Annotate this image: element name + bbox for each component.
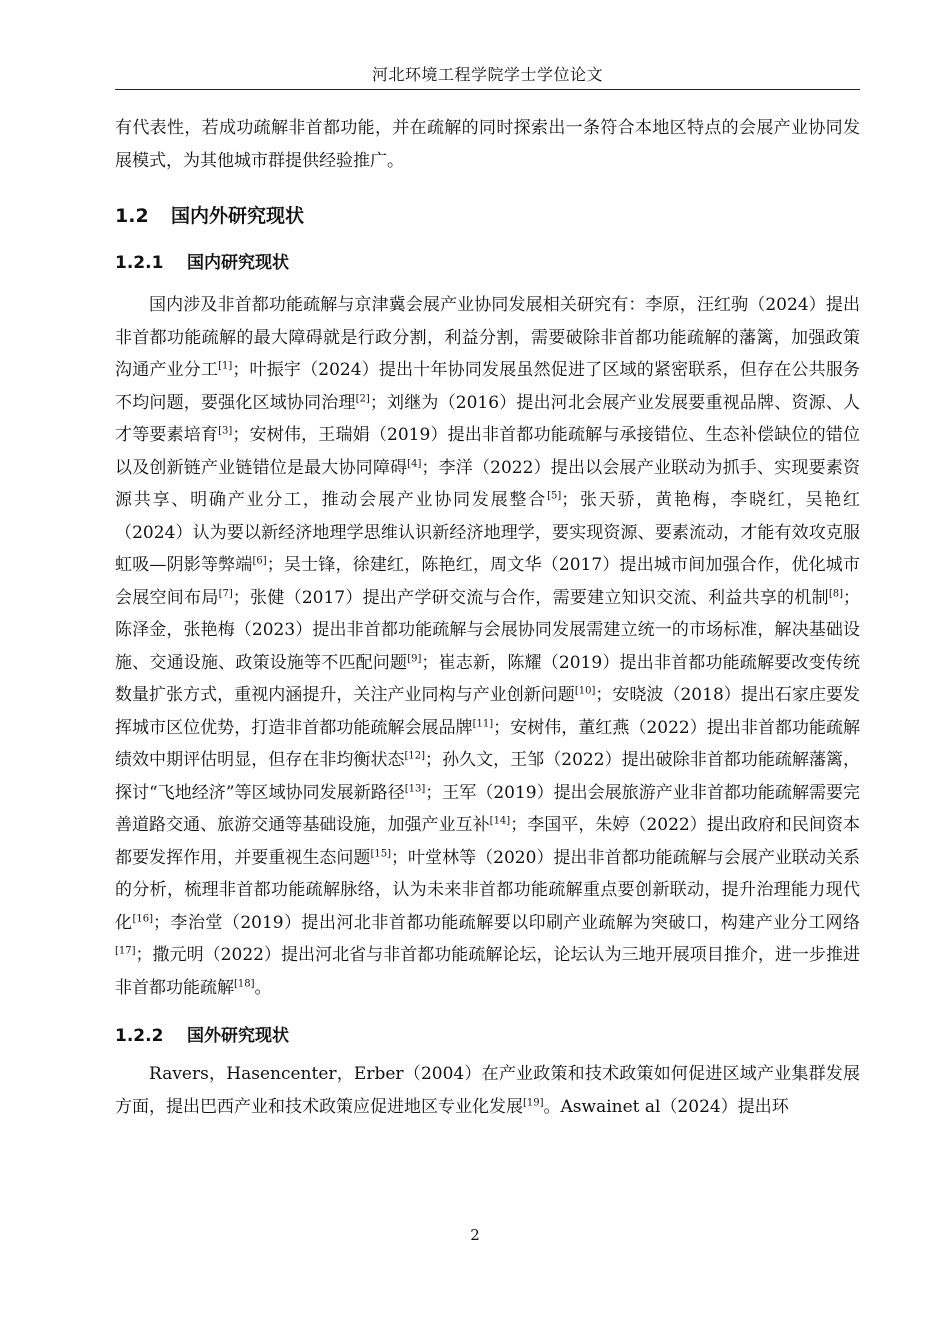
citation: [16]	[132, 912, 153, 924]
citation: [1]	[218, 360, 233, 372]
page-number: 2	[470, 1226, 480, 1244]
sentence: ；叶振宇（2024）提出十年协同发展虽然促进了区域的紧密联系，但存在公共服务不均问题，要强化区域协同治理	[115, 360, 861, 413]
header-rule	[115, 89, 860, 90]
citation: [2]	[355, 392, 370, 404]
section-number: 1.2	[115, 205, 149, 227]
sentence: ；李洋（2022）提出以会展产业联动为抓手、实现要素资源共享、明确产业分工，推动会展产业协同发展整合	[115, 457, 861, 510]
citation: [11]	[472, 717, 494, 729]
sentence: ；孙久文，王邹（2022）提出破除非首都功能疏解藩篱，探讨“飞地经济”等区域协同发展新路径	[115, 750, 861, 803]
subsection-title: 国内研究现状	[187, 253, 289, 273]
citation: [18]	[234, 977, 255, 989]
sentence: ；安晓波（2018）提出石家庄要发挥城市区位优势，打造非首都功能疏解会展品牌	[115, 685, 860, 738]
citation: [8]	[828, 587, 844, 599]
citation: [17]	[115, 945, 136, 957]
section-heading	[115, 201, 860, 231]
page-body	[115, 112, 860, 1123]
domestic-paragraph	[115, 289, 860, 1004]
citation: [13]	[404, 782, 426, 794]
sentence: 国内涉及非首都功能疏解与京津冀会展产业协同发展相关研究有：李原，汪红驹（2024）提出非首都功能疏解的最大障碍就是行政分割，利益分割，需要破除非首都功能疏解的藩篱，加强政策沟通产业分工	[115, 295, 860, 380]
subsection-heading-domestic	[115, 249, 860, 277]
sentence: ；李国平，朱婷（2022）提出政府和民间资本都要发挥作用，并要重视生态问题	[115, 815, 861, 868]
citation: [15]	[370, 847, 391, 859]
citation: [7]	[218, 587, 233, 599]
sentence: ；崔志新，陈耀（2019）提出非首都功能疏解要改变传统数量扩张方式，重视内涵提升，关注产业同构与产业创新问题	[115, 652, 861, 705]
sentence: ；李治堂（2019）提出河北非首都功能疏解要以印刷产业疏解为突破口，构建产业分工网络	[153, 912, 860, 933]
citation: [19]	[523, 1096, 544, 1108]
sentence: ；叶堂林等（2020）提出非首都功能疏解与会展产业联动关系的分析，梳理非首都功能疏解脉络，认为未来非首都功能疏解重点要创新联动，提升治理能力现代化	[115, 847, 860, 933]
subsection-number: 1.2.2	[115, 1026, 164, 1046]
citation: [4]	[407, 457, 422, 469]
sentence: ；安树伟，王瑞娟（2019）提出非首都功能疏解与承接错位、生态补偿缺位的错位以及创新链产业链错位是最大协同障碍	[115, 425, 861, 478]
citation: [6]	[252, 555, 267, 567]
section-title: 国内外研究现状	[171, 205, 305, 227]
sentence: ；王军（2019）提出会展旅游产业非首都功能疏解需要完善道路交通、旅游交通等基础设施，加强产业互补	[115, 782, 860, 835]
citation: [10]	[574, 685, 596, 697]
sentence: ；撒元明（2022）提出河北省与非首都功能疏解论坛，论坛认为三地开展项目推介，进一步推进非首都功能疏解	[115, 945, 860, 998]
citation: [14]	[489, 815, 511, 827]
citation: [5]	[547, 490, 562, 502]
sentence: ；陈泽金，张艳梅（2023）提出非首都功能疏解与会展协同发展需建立统一的市场标准，解决基础设施、交通设施、政策设施等不匹配问题	[115, 587, 861, 673]
citation: [12]	[404, 750, 426, 762]
sentence: ；安树伟，董红燕（2022）提出非首都功能疏解绩效中期评估明显，但存在非均衡状态	[115, 717, 861, 770]
sentence: ；吴士锋，徐建红，陈艳红，周文华（2017）提出城市间加强合作，优化城市会展空间布局	[115, 555, 860, 608]
subsection-heading-foreign	[115, 1022, 860, 1050]
subsection-title: 国外研究现状	[187, 1026, 289, 1046]
citation: [3]	[218, 425, 233, 437]
sentence: ；刘继为（2016）提出河北会展产业发展要重视品牌、资源、人才等要素培育	[115, 392, 861, 445]
sentence: ；张健（2017）提出产学研交流与合作，需要建立知识交流、利益共享的机制	[232, 587, 829, 608]
intro-paragraph: 有代表性，若成功疏解非首都功能，并在疏解的同时探索出一条符合本地区特点的会展产业协同发展模式，为其他城市群提供经验推广。	[115, 118, 860, 171]
citation: [9]	[407, 652, 422, 664]
sentence: 。	[254, 977, 272, 998]
foreign-paragraph	[115, 1058, 860, 1123]
sentence: 。Aswainet al（2024）提出环	[543, 1096, 789, 1117]
sentence: ；张天骄，黄艳梅，李晓红，吴艳红（2024）认为要以新经济地理学思维认识新经济地理学，要实现资源、要素流动，才能有效攻克服虹吸—阴影等弊端	[115, 490, 861, 575]
sentence: Ravers，Hasencenter，Erber（2004）在产业政策和技术政策如何促进区域产业集群发展方面，提出巴西产业和技术政策应促进地区专业化发展	[115, 1064, 860, 1117]
running-header: 河北环境工程学院学士学位论文	[371, 65, 603, 84]
subsection-number: 1.2.1	[115, 253, 164, 273]
